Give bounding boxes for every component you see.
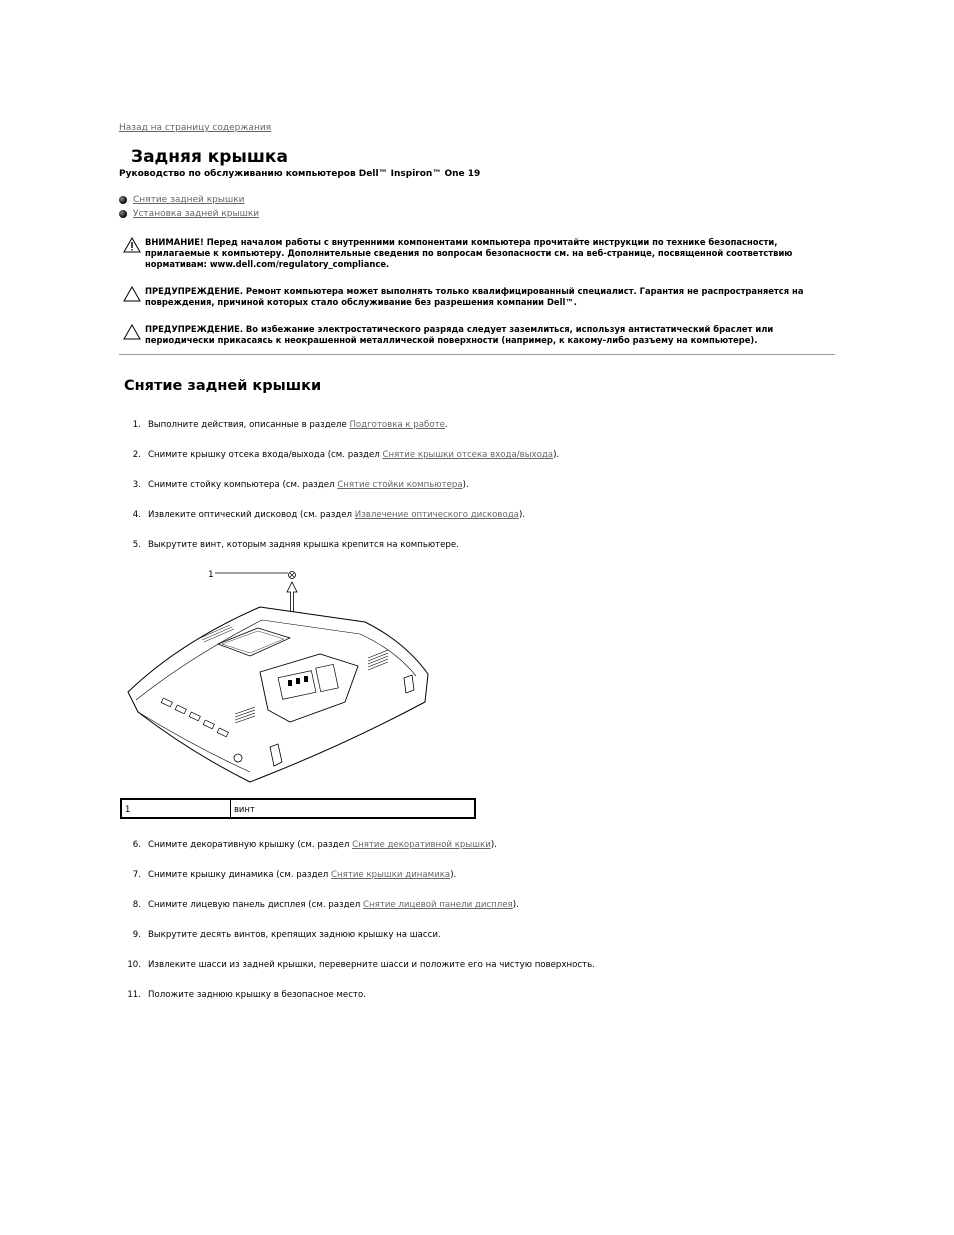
step-item — [119, 960, 595, 970]
step-number: 2. — [132, 450, 141, 460]
step-item — [119, 420, 448, 430]
step-link-speaker-cover[interactable]: Снятие крышки динамика — [331, 870, 451, 880]
step-link-io-cover[interactable]: Снятие крышки отсека входа/выхода — [382, 450, 554, 460]
step-text-end: ). — [450, 870, 457, 880]
step-text-end: ). — [462, 480, 469, 490]
warning-icon — [123, 237, 141, 253]
step-link-decorative-cover[interactable]: Снятие декоративной крышки — [352, 840, 491, 850]
step-number: 7. — [132, 870, 141, 880]
bullet-icon — [119, 210, 127, 218]
back-to-contents-link[interactable]: Назад на страницу содержания — [119, 123, 272, 133]
caution-icon — [123, 324, 141, 340]
toc-link-remove-back-cover[interactable]: Снятие задней крышки — [133, 195, 245, 205]
step-number: 4. — [132, 510, 141, 520]
figure-callout-label: 1 — [208, 570, 214, 580]
toc-item-install — [119, 207, 259, 221]
step-text: Снимите лицевую панель дисплея (см. раздел — [148, 900, 364, 910]
step-text: Выкрутите десять винтов, крепящих заднюю крышку на шасси. — [148, 930, 441, 940]
step-text: Снимите крышку отсека входа/выхода (см. раздел — [148, 450, 383, 460]
step-number: 3. — [132, 480, 141, 490]
step-number: 6. — [132, 840, 141, 850]
step-item — [119, 450, 559, 460]
step-item — [119, 840, 497, 850]
step-link-optical-drive[interactable]: Извлечение оптического дисковода — [354, 510, 519, 520]
warning-text: ВНИМАНИЕ! Перед началом работы с внутренними компонентами компьютера прочитайте инструкции по технике безопасности, прилагаемые к компьютеру. Дополнительные сведения по вопросам безопасности см. на веб-странице, посвященной соответствию нормативам: www.dell.com/regulatory_compliance. — [145, 237, 793, 269]
callout-number: 1 — [121, 799, 231, 818]
step-text: Снимите крышку динамика (см. раздел — [148, 870, 332, 880]
step-number: 9. — [132, 930, 141, 940]
step-item — [119, 990, 366, 1000]
step-item — [119, 870, 456, 880]
section-divider — [119, 354, 835, 355]
step-number: 8. — [132, 900, 141, 910]
step-link-display-bezel[interactable]: Снятие лицевой панели дисплея — [363, 900, 513, 910]
section-heading: Снятие задней крышки — [124, 378, 322, 394]
step-text: Выполните действия, описанные в разделе — [148, 420, 350, 430]
table-row — [121, 799, 475, 818]
caution-text-1: ПРЕДУПРЕЖДЕНИЕ. Ремонт компьютера может выполнять только квалифицированный специалист. Гарантия не распространяется на повреждения, причиной которых стало обслуживание без разрешения компании Dell™. — [145, 286, 804, 307]
step-item — [119, 510, 525, 520]
toc-link-install-back-cover[interactable]: Установка задней крышки — [133, 209, 260, 219]
step-number: 10. — [127, 960, 141, 970]
callout-table — [120, 798, 476, 819]
step-text: Снимите стойку компьютера (см. раздел — [148, 480, 338, 490]
caution-text-2: ПРЕДУПРЕЖДЕНИЕ. Во избежание электростатического разряда следует заземлиться, используя антистатический браслет или периодически прикасаясь к неокрашенной металлической поверхности (например, к какому-либо разъему на компьютере). — [145, 324, 774, 345]
step-link-stand[interactable]: Снятие стойки компьютера — [337, 480, 463, 490]
step-item — [119, 930, 441, 940]
step-item — [119, 540, 459, 550]
step-text-end: . — [444, 420, 448, 430]
step-text: Выкрутите винт, которым задняя крышка крепится на компьютере. — [148, 540, 459, 550]
step-link-preparation[interactable]: Подготовка к работе — [349, 420, 445, 430]
step-text-end: ). — [512, 900, 519, 910]
toc-item-remove — [119, 193, 259, 207]
manual-subtitle: Руководство по обслуживанию компьютеров Dell™ Inspiron™ One 19 — [119, 169, 481, 179]
step-text: Извлеките шасси из задней крышки, переверните шасси и положите его на чистую поверхность. — [148, 960, 595, 970]
step-item — [119, 480, 469, 490]
warning-note — [123, 237, 813, 270]
step-text: Положите заднюю крышку в безопасное место. — [148, 990, 366, 1000]
step-number: 5. — [132, 540, 141, 550]
back-cover-screw-figure — [120, 562, 432, 788]
step-text-end: ). — [553, 450, 560, 460]
bullet-icon — [119, 196, 127, 204]
step-number: 11. — [127, 990, 141, 1000]
step-text-end: ). — [490, 840, 497, 850]
step-item — [119, 900, 519, 910]
section-toc — [119, 193, 259, 221]
caution-icon — [123, 286, 141, 302]
caution-note-1 — [123, 286, 813, 308]
step-text-end: ). — [518, 510, 526, 520]
page-title: Задняя крышка — [131, 147, 288, 167]
step-text: Снимите декоративную крышку (см. раздел — [148, 840, 353, 850]
step-text: Извлеките оптический дисковод (см. раздел — [148, 510, 355, 520]
step-number: 1. — [132, 420, 141, 430]
callout-label: винт — [231, 799, 476, 818]
caution-note-2 — [123, 324, 813, 346]
